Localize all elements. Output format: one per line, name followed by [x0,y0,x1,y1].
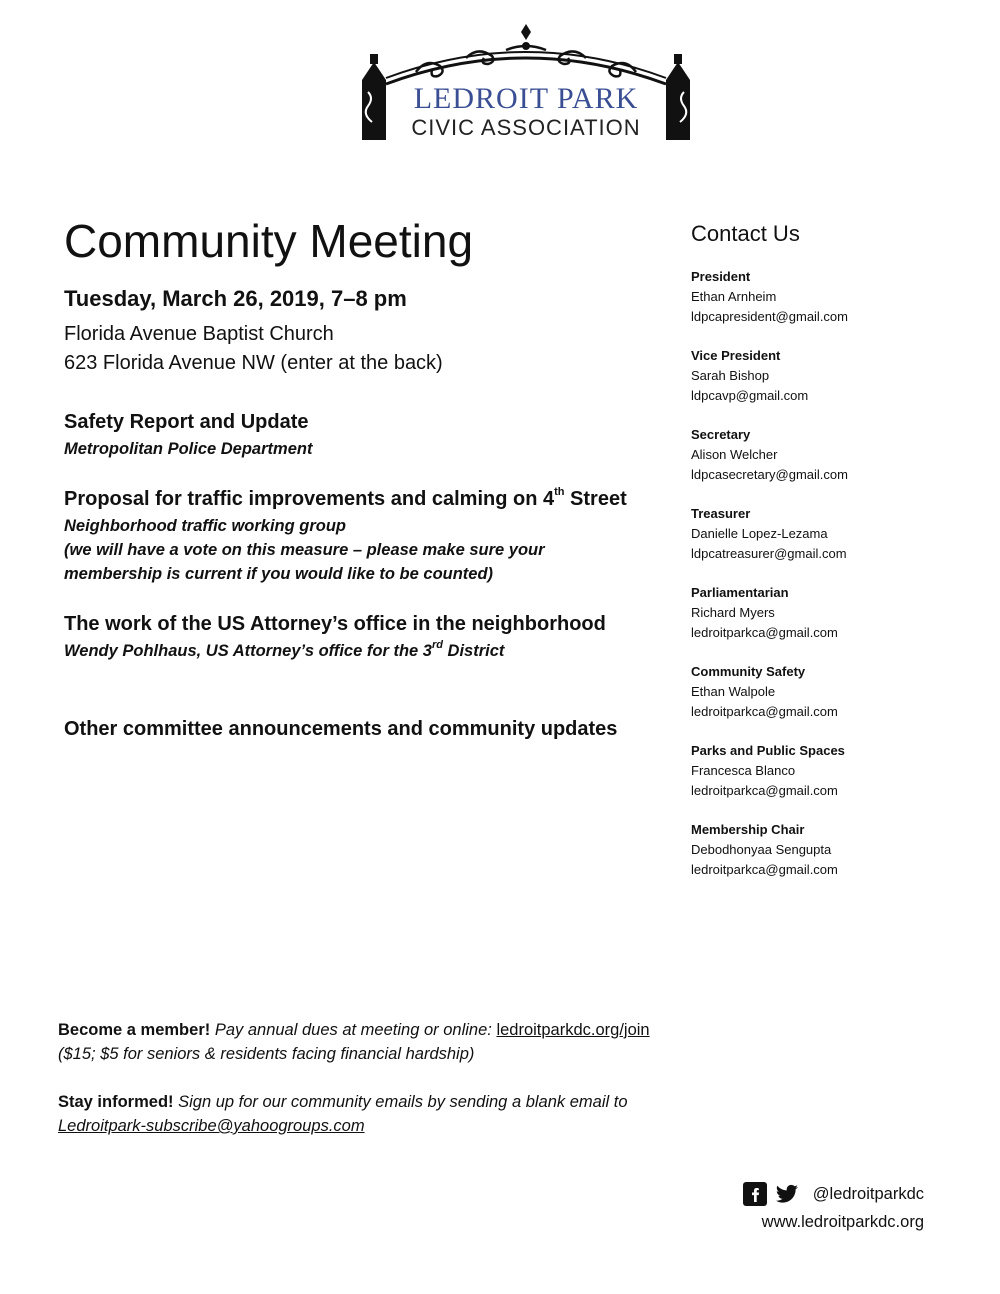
join-link[interactable]: ledroitparkdc.org/join [496,1021,650,1039]
role-email[interactable]: ledroitparkca@gmail.com [691,625,838,640]
agenda-item-title: Proposal for traffic improvements and calming on 4th Street [64,486,627,510]
agenda-item-note: membership is current if you would like to be counted) [64,565,494,583]
role-email[interactable]: ledroitparkca@gmail.com [691,862,838,877]
twitter-icon[interactable] [775,1182,799,1206]
role-title: Community Safety [691,664,806,679]
logo-line-1: LEDROIT PARK [413,82,639,115]
informed-heading: Stay informed! [58,1093,174,1111]
meeting-date: Tuesday, March 26, 2019, 7–8 pm [64,286,407,311]
agenda-item-title: Other committee announcements and community updates [64,718,618,740]
logo-line-2: CIVIC ASSOCIATION [411,115,641,140]
agenda-item-title: Safety Report and Update [64,411,309,433]
role-title: Membership Chair [691,822,805,837]
contact-panel [691,221,981,899]
role-email[interactable]: ldpcavp@gmail.com [691,388,809,403]
agenda-item-subtitle: Wendy Pohlhaus, US Attorney’s office for the 3rd District [64,638,505,660]
agenda-item-subtitle: Neighborhood traffic working group [64,517,347,535]
contact-role [691,425,981,485]
role-title: Vice President [691,348,781,363]
role-email[interactable]: ledroitparkca@gmail.com [691,704,838,719]
footer [58,1018,758,1138]
role-email[interactable]: ldpcatreasurer@gmail.com [691,546,847,561]
contact-title: Contact Us [691,221,800,246]
subscribe-link-line [58,1114,758,1138]
membership-dues: ($15; $5 for seniors & residents facing financial hardship) [58,1045,475,1063]
facebook-icon[interactable] [743,1182,767,1206]
membership-text: Pay annual dues at meeting or online: [210,1021,497,1039]
informed-line [58,1090,758,1114]
social-handle[interactable]: @ledroitparkdc [812,1185,924,1203]
role-title: Parliamentarian [691,585,789,600]
contact-role [691,267,981,327]
agenda-item-note: (we will have a vote on this measure – please make sure your [64,541,545,559]
agenda-item-title: The work of the US Attorney’s office in the neighborhood [64,613,606,635]
membership-line [58,1018,758,1042]
role-title: Treasurer [691,506,751,521]
role-title: Secretary [691,427,751,442]
contact-role [691,662,981,722]
subscribe-link[interactable]: Ledroitpark-subscribe@yahoogroups.com [58,1117,365,1135]
informed-text: Sign up for our community emails by sending a blank email to [173,1093,628,1111]
role-name: Ethan Walpole [691,684,776,699]
role-title: President [691,269,751,284]
social-row [743,1180,924,1208]
venue-name: Florida Avenue Baptist Church [64,323,334,345]
role-email[interactable]: ldpcasecretary@gmail.com [691,467,848,482]
contact-role [691,741,981,801]
contact-role [691,583,981,643]
contact-role [691,820,981,880]
role-name: Ethan Arnheim [691,289,777,304]
page-title: Community Meeting [64,215,474,267]
role-name: Debodhonyaa Sengupta [691,842,832,857]
role-email[interactable]: ldpcapresident@gmail.com [691,309,848,324]
role-title: Parks and Public Spaces [691,743,845,758]
role-name: Sarah Bishop [691,368,770,383]
social-block [743,1180,924,1236]
role-name: Danielle Lopez-Lezama [691,526,828,541]
logo [356,22,696,142]
role-name: Francesca Blanco [691,763,796,778]
agenda-item-subtitle: Metropolitan Police Department [64,440,313,458]
role-email[interactable]: ledroitparkca@gmail.com [691,783,838,798]
contact-role [691,504,981,564]
membership-heading: Become a member! [58,1021,211,1039]
role-name: Alison Welcher [691,447,778,462]
venue-address: 623 Florida Avenue NW (enter at the back) [64,352,443,374]
website-link[interactable]: www.ledroitparkdc.org [761,1213,924,1231]
role-name: Richard Myers [691,605,775,620]
contact-role [691,346,981,406]
